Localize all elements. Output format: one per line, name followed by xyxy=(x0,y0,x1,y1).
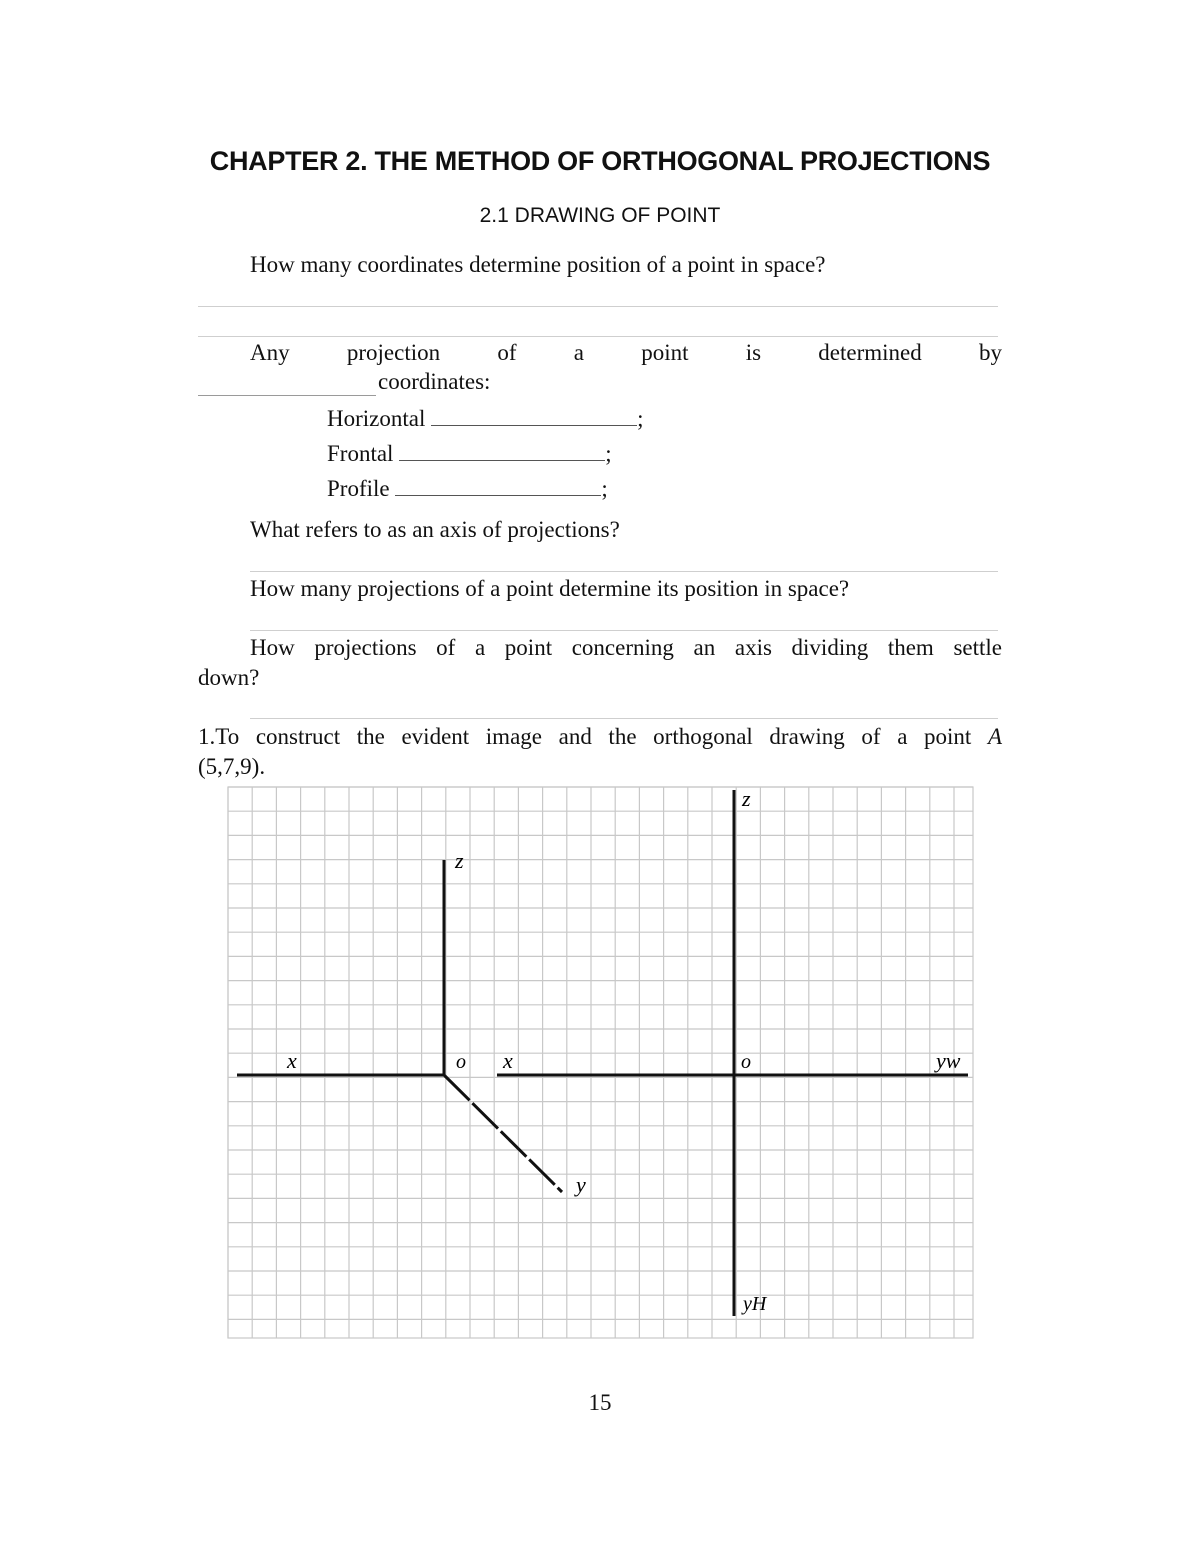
question-coordinates: How many coordinates determine position of a point in space? xyxy=(250,252,826,277)
exercise-number: 1. xyxy=(198,724,216,749)
section-title: 2.1 DRAWING OF POINT xyxy=(479,204,721,227)
frontal-label: Frontal xyxy=(327,441,394,466)
word: by xyxy=(979,340,1002,365)
ortho-yh-label: yH xyxy=(743,1293,767,1315)
chapter-title: CHAPTER 2. THE METHOD OF ORTHOGONAL PROJECTIONS xyxy=(209,146,991,176)
coordinates-label: coordinates: xyxy=(378,369,491,394)
ortho-z-label: z xyxy=(742,786,751,811)
exercise-statement: To construct the evident image and the orthogonal drawing of a point xyxy=(215,724,988,749)
point-name: A xyxy=(987,724,1002,749)
question-projections-count: How many projections of a point determine its position in space? xyxy=(250,576,850,601)
question-projections-settle: How projections of a point concerning an axis dividing them settle xyxy=(250,635,1002,660)
word: point xyxy=(641,340,689,365)
ortho-o-label: o xyxy=(741,1051,751,1073)
semicolon: ; xyxy=(637,406,644,431)
page-number: 15 xyxy=(588,1390,612,1415)
exercise-coordinates: (5,7,9). xyxy=(198,754,266,779)
word: of xyxy=(497,340,517,365)
word: determined xyxy=(818,340,922,365)
axonometric-axes xyxy=(237,860,562,1192)
word: Any xyxy=(250,340,290,365)
question-axis: What refers to as an axis of projections? xyxy=(250,517,620,542)
ortho-x-label: x xyxy=(503,1048,513,1073)
word: a xyxy=(573,340,584,365)
axon-z-label: z xyxy=(455,848,464,873)
horizontal-label: Horizontal xyxy=(327,406,426,431)
axon-o-label: o xyxy=(456,1051,466,1073)
semicolon: ; xyxy=(601,476,608,501)
axon-x-label: x xyxy=(287,1048,297,1073)
semicolon: ; xyxy=(605,441,612,466)
word: is xyxy=(745,340,762,365)
profile-label: Profile xyxy=(327,476,390,501)
word: projection xyxy=(346,340,441,365)
ortho-yw-label: yw xyxy=(936,1048,961,1073)
grid-paper xyxy=(228,787,973,1338)
axon-y-label: y xyxy=(576,1172,586,1197)
grid-border xyxy=(228,787,973,1338)
question-projections-settle-end: down? xyxy=(198,665,260,690)
